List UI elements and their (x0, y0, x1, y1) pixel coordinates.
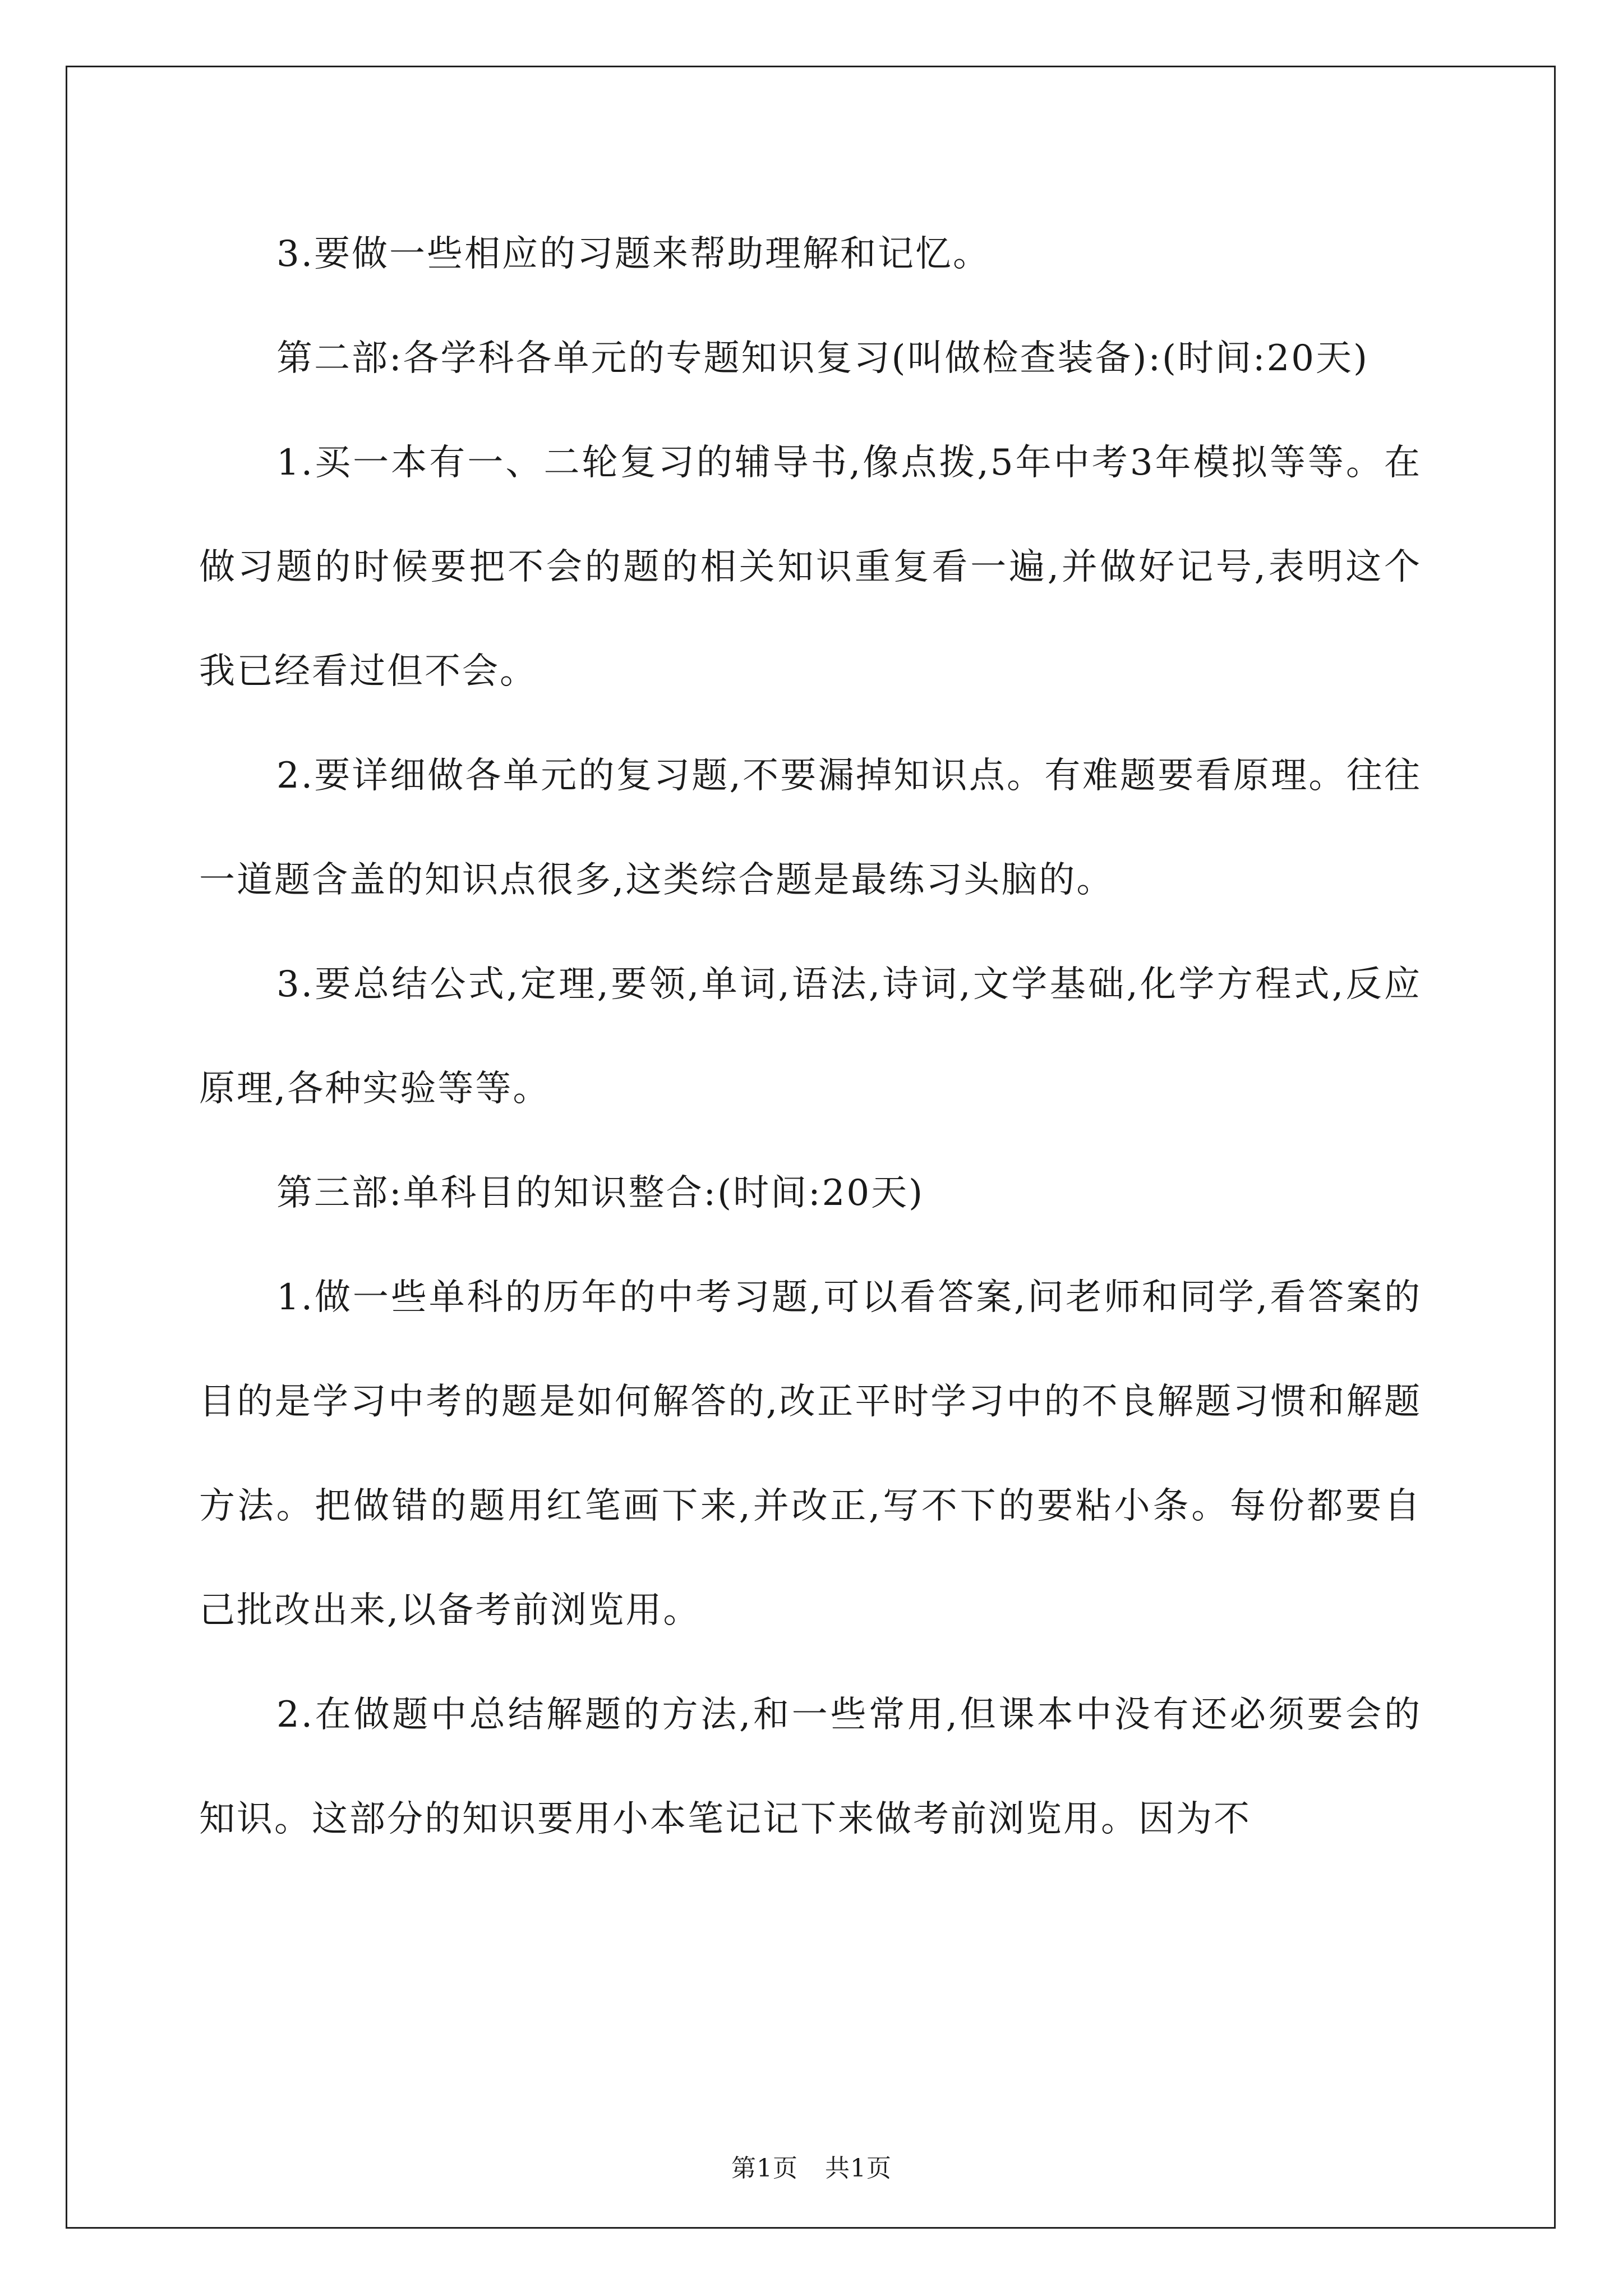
page-number: 第1页 (731, 2154, 798, 2183)
paragraph: 1.买一本有一、二轮复习的辅导书,像点拨,5年中考3年模拟等等。在做习题的时候要把不会的题的相关知识重复看一遍,并做好记号,表明这个我已经看过但不会。 (199, 442, 1422, 692)
paragraph: 3.要总结公式,定理,要领,单词,语法,诗词,文学基础,化学方程式,反应原理,各种实验等等。 (199, 964, 1422, 1110)
page-total: 共1页 (825, 2154, 892, 2183)
paragraph: 2.要详细做各单元的复习题,不要漏掉知识点。有难题要看原理。往往一道题含盖的知识点很多,这类综合题是最练习头脑的。 (199, 755, 1422, 901)
document-body (199, 202, 1422, 1871)
paragraph: 第二部:各学科各单元的专题知识复习(叫做检查装备):(时间:20天) (276, 338, 1369, 379)
paragraph: 3.要做一些相应的习题来帮助理解和记忆。 (276, 233, 991, 275)
paragraph: 1.做一些单科的历年的中考习题,可以看答案,问老师和同学,看答案的目的是学习中考的题是如何解答的,改正平时学习中的不良解题习惯和解题方法。把做错的题用红笔画下来,并改正,写不下的要粘小条。每份都要自己批改出来,以备考前浏览用。 (199, 1277, 1422, 1631)
paragraph: 第三部:单科目的知识整合:(时间:20天) (276, 1172, 925, 1214)
paragraph: 2.在做题中总结解题的方法,和一些常用,但课本中没有还必须要会的知识。这部分的知识要用小本笔记记下来做考前浏览用。因为不 (199, 1694, 1422, 1840)
page-footer (0, 2153, 1623, 2184)
